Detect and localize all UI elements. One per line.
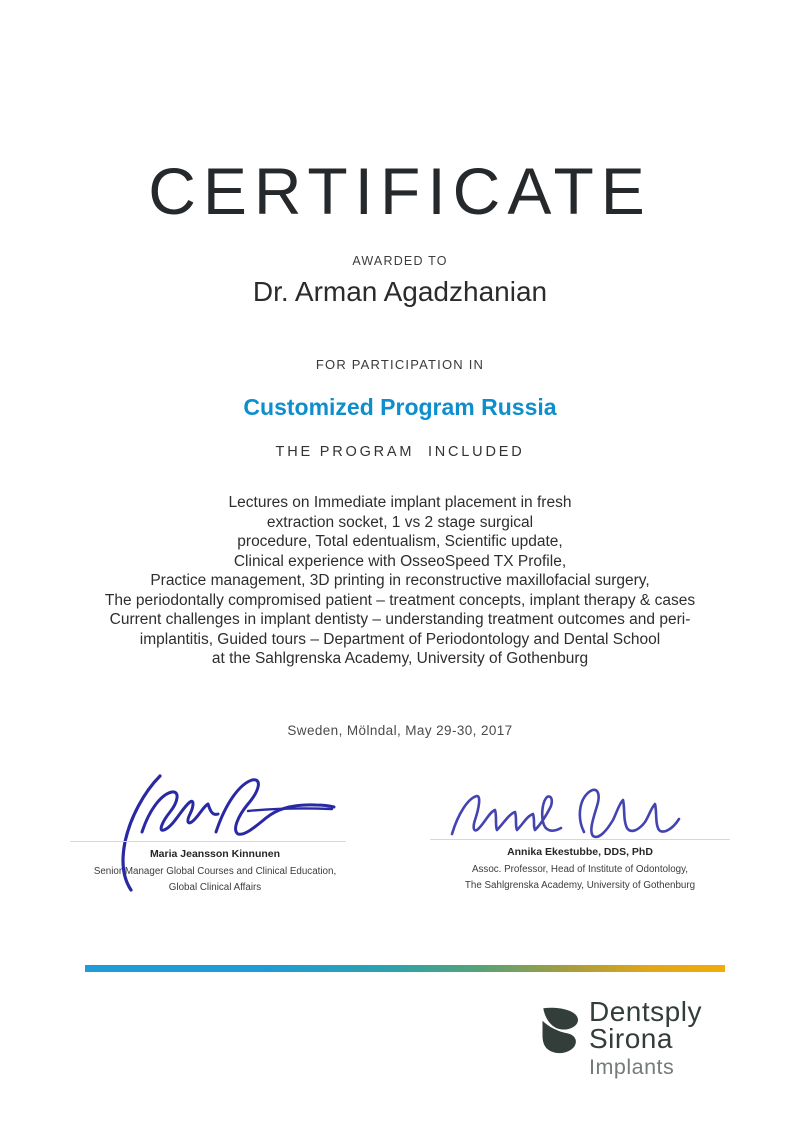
dentsply-sirona-mark-icon xyxy=(537,1002,581,1060)
signatory-left xyxy=(70,848,360,895)
program-line: Clinical experience with OsseoSpeed TX Profile, xyxy=(233,552,567,570)
program-line: at the Sahlgrenska Academy, University of Gothenburg xyxy=(211,650,589,667)
program-included-label: THE PROGRAM INCLUDED xyxy=(275,444,525,460)
participation-label: FOR PARTICIPATION IN xyxy=(315,357,485,372)
brand-name-line-2: Sirona xyxy=(589,1023,673,1054)
certificate-title: CERTIFICATE xyxy=(148,154,652,228)
recipient-name: Dr. Arman Agadzhanian xyxy=(252,276,548,307)
signatory-right-name: Annika Ekestubbe, DDS, PhD xyxy=(507,846,653,858)
brand-name-line-3: Implants xyxy=(589,1055,675,1079)
signatory-right-role-1: Assoc. Professor, Head of Institute of Odontology, xyxy=(471,864,688,875)
signature-right-ink-icon xyxy=(444,782,694,844)
program-line: implantitis, Guided tours – Department of Periodontology and Dental School xyxy=(139,630,661,648)
signatory-right xyxy=(430,846,730,893)
signature-line xyxy=(70,841,346,842)
signatory-left-name: Maria Jeansson Kinnunen xyxy=(149,848,281,860)
awarded-to-label: AWARDED TO xyxy=(352,254,448,268)
program-line: Current challenges in implant dentisty – understanding treatment outcomes and peri- xyxy=(109,611,691,628)
program-line: Practice management, 3D printing in reconstructive maxillofacial surgery, xyxy=(150,572,650,589)
program-line: procedure, Total edentualism, Scientific update, xyxy=(237,533,563,550)
brand-text xyxy=(589,998,702,1079)
brand-name-line-1: Dentsply xyxy=(589,996,702,1027)
signatory-left-role-2: Global Clinical Affairs xyxy=(168,881,262,893)
program-line: The periodontally compromised patient – treatment concepts, implant therapy & cases xyxy=(104,591,696,609)
date-location: Sweden, Mölndal, May 29-30, 2017 xyxy=(287,723,513,738)
program-line: Lectures on Immediate implant placement in fresh xyxy=(228,494,572,511)
signatory-left-role-1: Senior Manager Global Courses and Clinical Education, xyxy=(93,866,337,877)
program-name: Customized Program Russia xyxy=(243,394,557,420)
signature-line xyxy=(430,839,730,840)
program-line: extraction socket, 1 vs 2 stage surgical xyxy=(266,513,534,531)
signatory-right-role-2: The Sahlgrenska Academy, University of Gothenburg xyxy=(464,879,696,891)
program-description xyxy=(40,493,760,669)
brand-gradient-bar xyxy=(85,965,725,972)
